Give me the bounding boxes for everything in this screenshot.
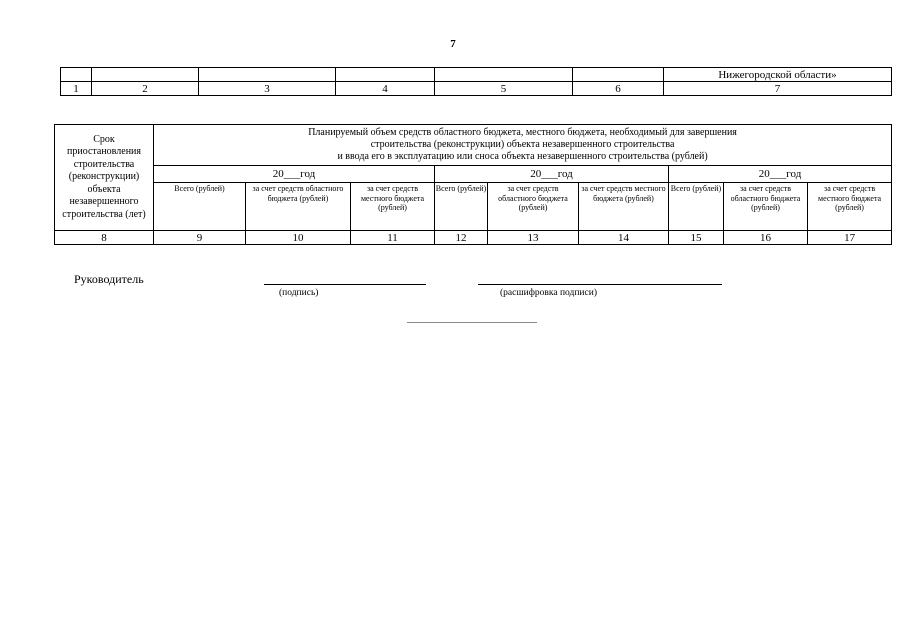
column-number: 17 xyxy=(808,231,892,245)
signature-decode-caption: (расшифровка подписи) xyxy=(500,288,597,298)
column-number: 15 xyxy=(669,231,724,245)
column-number: 16 xyxy=(724,231,808,245)
planned-volume-header xyxy=(154,125,892,166)
separator-line xyxy=(407,322,537,323)
top-table xyxy=(60,67,892,96)
year-row xyxy=(55,166,892,183)
signature-line xyxy=(264,284,426,285)
column-number: 13 xyxy=(488,231,579,245)
column-number: 9 xyxy=(154,231,246,245)
year-header: 20___год xyxy=(154,166,435,183)
column-number: 1 xyxy=(61,82,92,96)
local-budget-header: за счет средств местного бюджета (рублей) xyxy=(351,183,435,231)
planned-volume-line: строительства (реконструкции) объекта незавершенного строительства xyxy=(370,139,675,150)
local-budget-header: за счет средств местного бюджета (рублей) xyxy=(579,183,669,231)
top-table-cell xyxy=(61,68,92,82)
budget-table xyxy=(54,124,892,245)
top-table-cell xyxy=(92,68,199,82)
column-number: 5 xyxy=(435,82,573,96)
total-header: Всего (рублей) xyxy=(154,183,246,231)
year-header: 20___год xyxy=(435,166,669,183)
local-budget-header: за счет средств местного бюджета (рублей) xyxy=(808,183,892,231)
planned-volume-line: и ввода его в эксплуатацию или сноса объекта незавершенного строительства (рублей) xyxy=(337,151,708,162)
regional-budget-header: за счет средств областного бюджета (рублей) xyxy=(488,183,579,231)
header-row xyxy=(55,125,892,166)
column-number: 8 xyxy=(55,231,154,245)
top-table-cell xyxy=(573,68,664,82)
column-number: 11 xyxy=(351,231,435,245)
year-header: 20___год xyxy=(669,166,892,183)
regional-budget-header: за счет средств областного бюджета (рублей) xyxy=(724,183,808,231)
budget-table-number-row xyxy=(55,231,892,245)
top-table-cell xyxy=(435,68,573,82)
column-number: 12 xyxy=(435,231,488,245)
column-number: 2 xyxy=(92,82,199,96)
column-number: 4 xyxy=(336,82,435,96)
total-header: Всего (рублей) xyxy=(669,183,724,231)
planned-volume-line: Планируемый объем средств областного бюджета, местного бюджета, необходимый для завершения xyxy=(308,127,737,138)
signature-caption: (подпись) xyxy=(279,288,319,298)
page-number: 7 xyxy=(450,38,456,50)
column-number: 10 xyxy=(246,231,351,245)
top-table-cell xyxy=(199,68,336,82)
suspension-period-header: Срок приостановления строительства (реконструкции) объекта незавершенного строительства (лет) xyxy=(55,125,154,231)
regional-budget-header: за счет средств областного бюджета (рублей) xyxy=(246,183,351,231)
region-cell: Нижегородской области» xyxy=(664,68,892,82)
total-header: Всего (рублей) xyxy=(435,183,488,231)
subheader-row xyxy=(55,183,892,231)
column-number: 14 xyxy=(579,231,669,245)
top-table-number-row xyxy=(61,82,892,96)
top-table-row xyxy=(61,68,892,82)
signature-decode-line xyxy=(478,284,722,285)
column-number: 6 xyxy=(573,82,664,96)
top-table-cell xyxy=(336,68,435,82)
manager-label: Руководитель xyxy=(74,272,144,286)
column-number: 7 xyxy=(664,82,892,96)
column-number: 3 xyxy=(199,82,336,96)
